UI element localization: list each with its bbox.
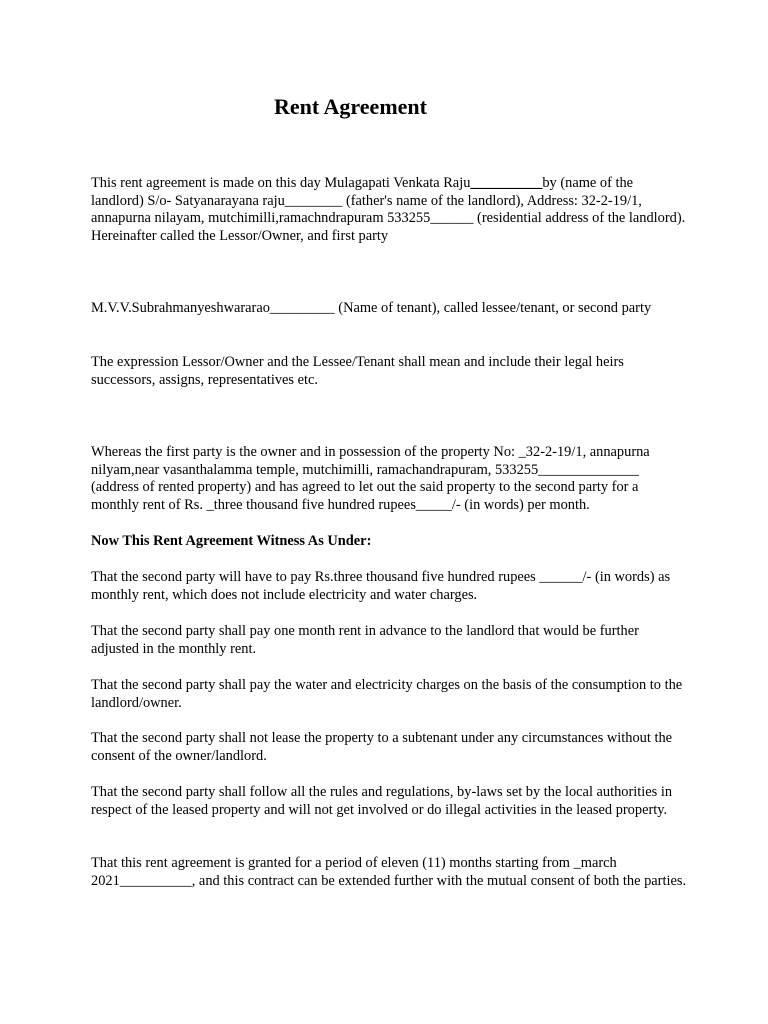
intro-blank: __________ xyxy=(470,175,543,191)
clause-paragraph: That this rent agreement is granted for a period of eleven (11) months starting from _march 2021__________, and this contract can be extended further with the mutual consent of both the parties. xyxy=(91,855,687,889)
intro-text-start: This rent agreement is made on this day Mulagapati Venkata Raju xyxy=(91,175,471,191)
clause-paragraph: That the second party shall pay one month rent in advance to the landlord that would be further adjusted in the monthly rent. xyxy=(91,623,639,657)
tenant-paragraph: M.V.V.Subrahmanyeshwararao_________ (Name of tenant), called lessee/tenant, or second party xyxy=(91,300,652,316)
clause-paragraph: That the second party will have to pay Rs.three thousand five hundred rupees ______/- (in words) as monthly rent, which does not include electricity and water charges. xyxy=(91,569,671,603)
intro-paragraph xyxy=(91,175,687,245)
clause-paragraph: That the second party shall pay the water and electricity charges on the basis of the consumption to the landlord/owner. xyxy=(91,677,683,711)
clause-paragraph: That the second party shall follow all the rules and regulations, by-laws set by the local authorities in respect of the leased property and will not get involved or do illegal activities in the leased property. xyxy=(91,784,673,818)
intro-text-end: by (name of the landlord) S/o- Satyanarayana raju________ (father's name of the landlord), Address: 32-2-19/1, annapurna nilayam, mutchimilli,ramachndrapuram 533255______ (residential address of the landlord). Hereinafter called the Lessor/Owner, and first party xyxy=(91,175,686,244)
whereas-paragraph: Whereas the first party is the owner and in possession of the property No: _32-2-19/1, annapurna nilyam,near vasanthalamma temple, mutchimilli, ramachandrapuram, 533255______________ (address of rented property) and has agreed to let out the said property to the second party for a monthly rent of Rs. _three thousand five hundred rupees_____/- (in words) per month. xyxy=(91,444,650,513)
witness-heading: Now This Rent Agreement Witness As Under: xyxy=(91,533,372,549)
document-title: Rent Agreement xyxy=(274,94,427,119)
clause-paragraph: That the second party shall not lease the property to a subtenant under any circumstances without the consent of the owner/landlord. xyxy=(91,730,673,764)
expression-paragraph: The expression Lessor/Owner and the Lessee/Tenant shall mean and include their legal heirs successors, assigns, representatives etc. xyxy=(91,354,624,388)
